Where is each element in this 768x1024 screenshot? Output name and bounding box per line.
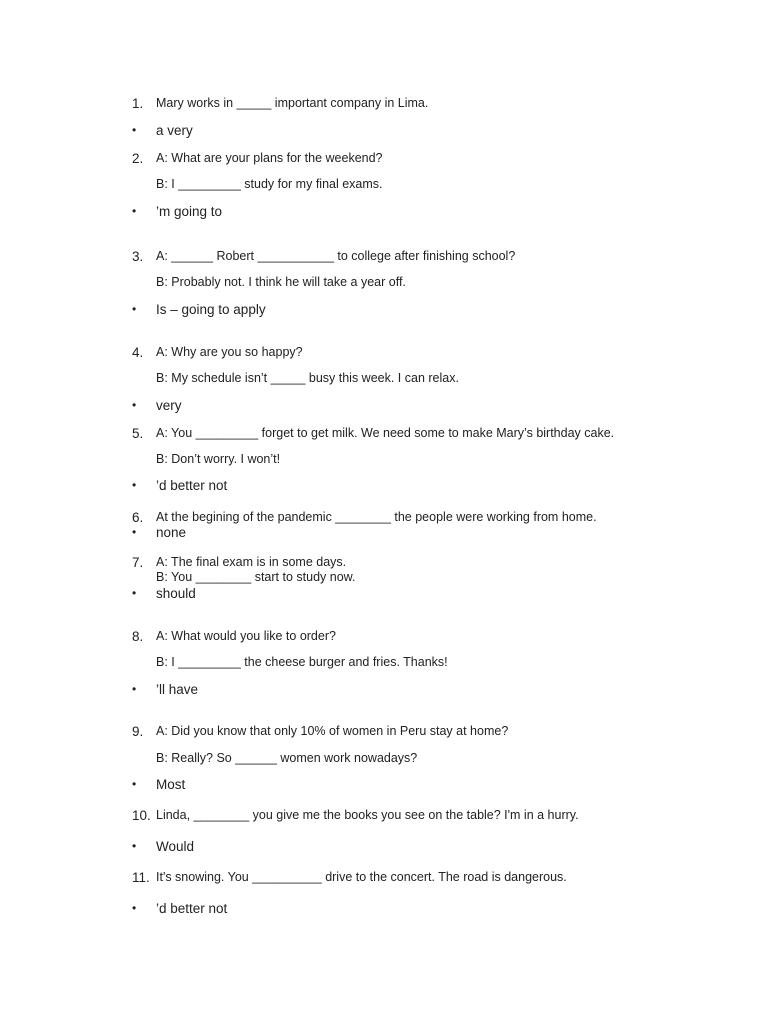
- answer-text: very: [156, 398, 182, 413]
- bullet-icon: •: [132, 123, 137, 137]
- answer-text: none: [156, 525, 187, 540]
- question-number: 1.: [132, 96, 144, 111]
- question-number: 9.: [132, 724, 144, 739]
- question-text: B: Really? So ______ women work nowadays?: [156, 751, 418, 765]
- question-number: 4.: [132, 345, 144, 360]
- question-text: B: Don’t worry. I won’t!: [156, 452, 281, 466]
- question-number: 11.: [132, 870, 150, 885]
- question-text: B: Probably not. I think he will take a year off.: [156, 275, 406, 289]
- question-text: Linda, ________ you give me the books you see on the table? I'm in a hurry.: [156, 808, 579, 822]
- question-text: B: I _________ study for my final exams.: [156, 177, 383, 191]
- question-number: 7.: [132, 555, 144, 570]
- answer-text: should: [156, 586, 196, 601]
- bullet-icon: •: [132, 302, 137, 316]
- question-number: 5.: [132, 426, 144, 441]
- bullet-icon: •: [132, 478, 137, 492]
- question-text: A: What are your plans for the weekend?: [156, 151, 383, 165]
- bullet-icon: •: [132, 682, 137, 696]
- question-number: 8.: [132, 629, 144, 644]
- bullet-icon: •: [132, 839, 137, 853]
- question-text: A: Did you know that only 10% of women in Peru stay at home?: [156, 724, 509, 738]
- answer-text: Is – going to apply: [156, 302, 266, 317]
- question-text: A: The final exam is in some days.: [156, 555, 347, 569]
- bullet-icon: •: [132, 204, 137, 218]
- bullet-icon: •: [132, 901, 137, 915]
- question-number: 10.: [132, 808, 151, 823]
- answer-text: ’d better not: [156, 478, 228, 493]
- question-text: Mary works in _____ important company in Lima.: [156, 96, 429, 110]
- bullet-icon: •: [132, 586, 137, 600]
- answer-text: a very: [156, 123, 193, 138]
- question-text: A: What would you like to order?: [156, 629, 336, 643]
- answer-text: Most: [156, 777, 186, 792]
- bullet-icon: •: [132, 398, 137, 412]
- question-text: A: Why are you so happy?: [156, 345, 303, 359]
- question-text: B: My schedule isn’t _____ busy this week. I can relax.: [156, 371, 459, 385]
- bullet-icon: •: [132, 525, 137, 539]
- question-text: A: You _________ forget to get milk. We need some to make Mary’s birthday cake.: [156, 426, 615, 440]
- answer-text: ’m going to: [156, 204, 223, 219]
- question-text: B: I _________ the cheese burger and fries. Thanks!: [156, 655, 448, 669]
- question-text: A: ______ Robert ___________ to college after finishing school?: [156, 249, 516, 263]
- bullet-icon: •: [132, 777, 137, 791]
- question-text: B: You ________ start to study now.: [156, 570, 356, 584]
- answer-text: Would: [156, 839, 195, 854]
- question-number: 6.: [132, 510, 144, 525]
- question-number: 2.: [132, 151, 144, 166]
- answer-text: ’d better not: [156, 901, 228, 916]
- question-number: 3.: [132, 249, 144, 264]
- question-text: It's snowing. You __________ drive to the concert. The road is dangerous.: [156, 870, 567, 884]
- question-text: At the begining of the pandemic ________ the people were working from home.: [156, 510, 597, 524]
- answer-text: ’ll have: [156, 682, 199, 697]
